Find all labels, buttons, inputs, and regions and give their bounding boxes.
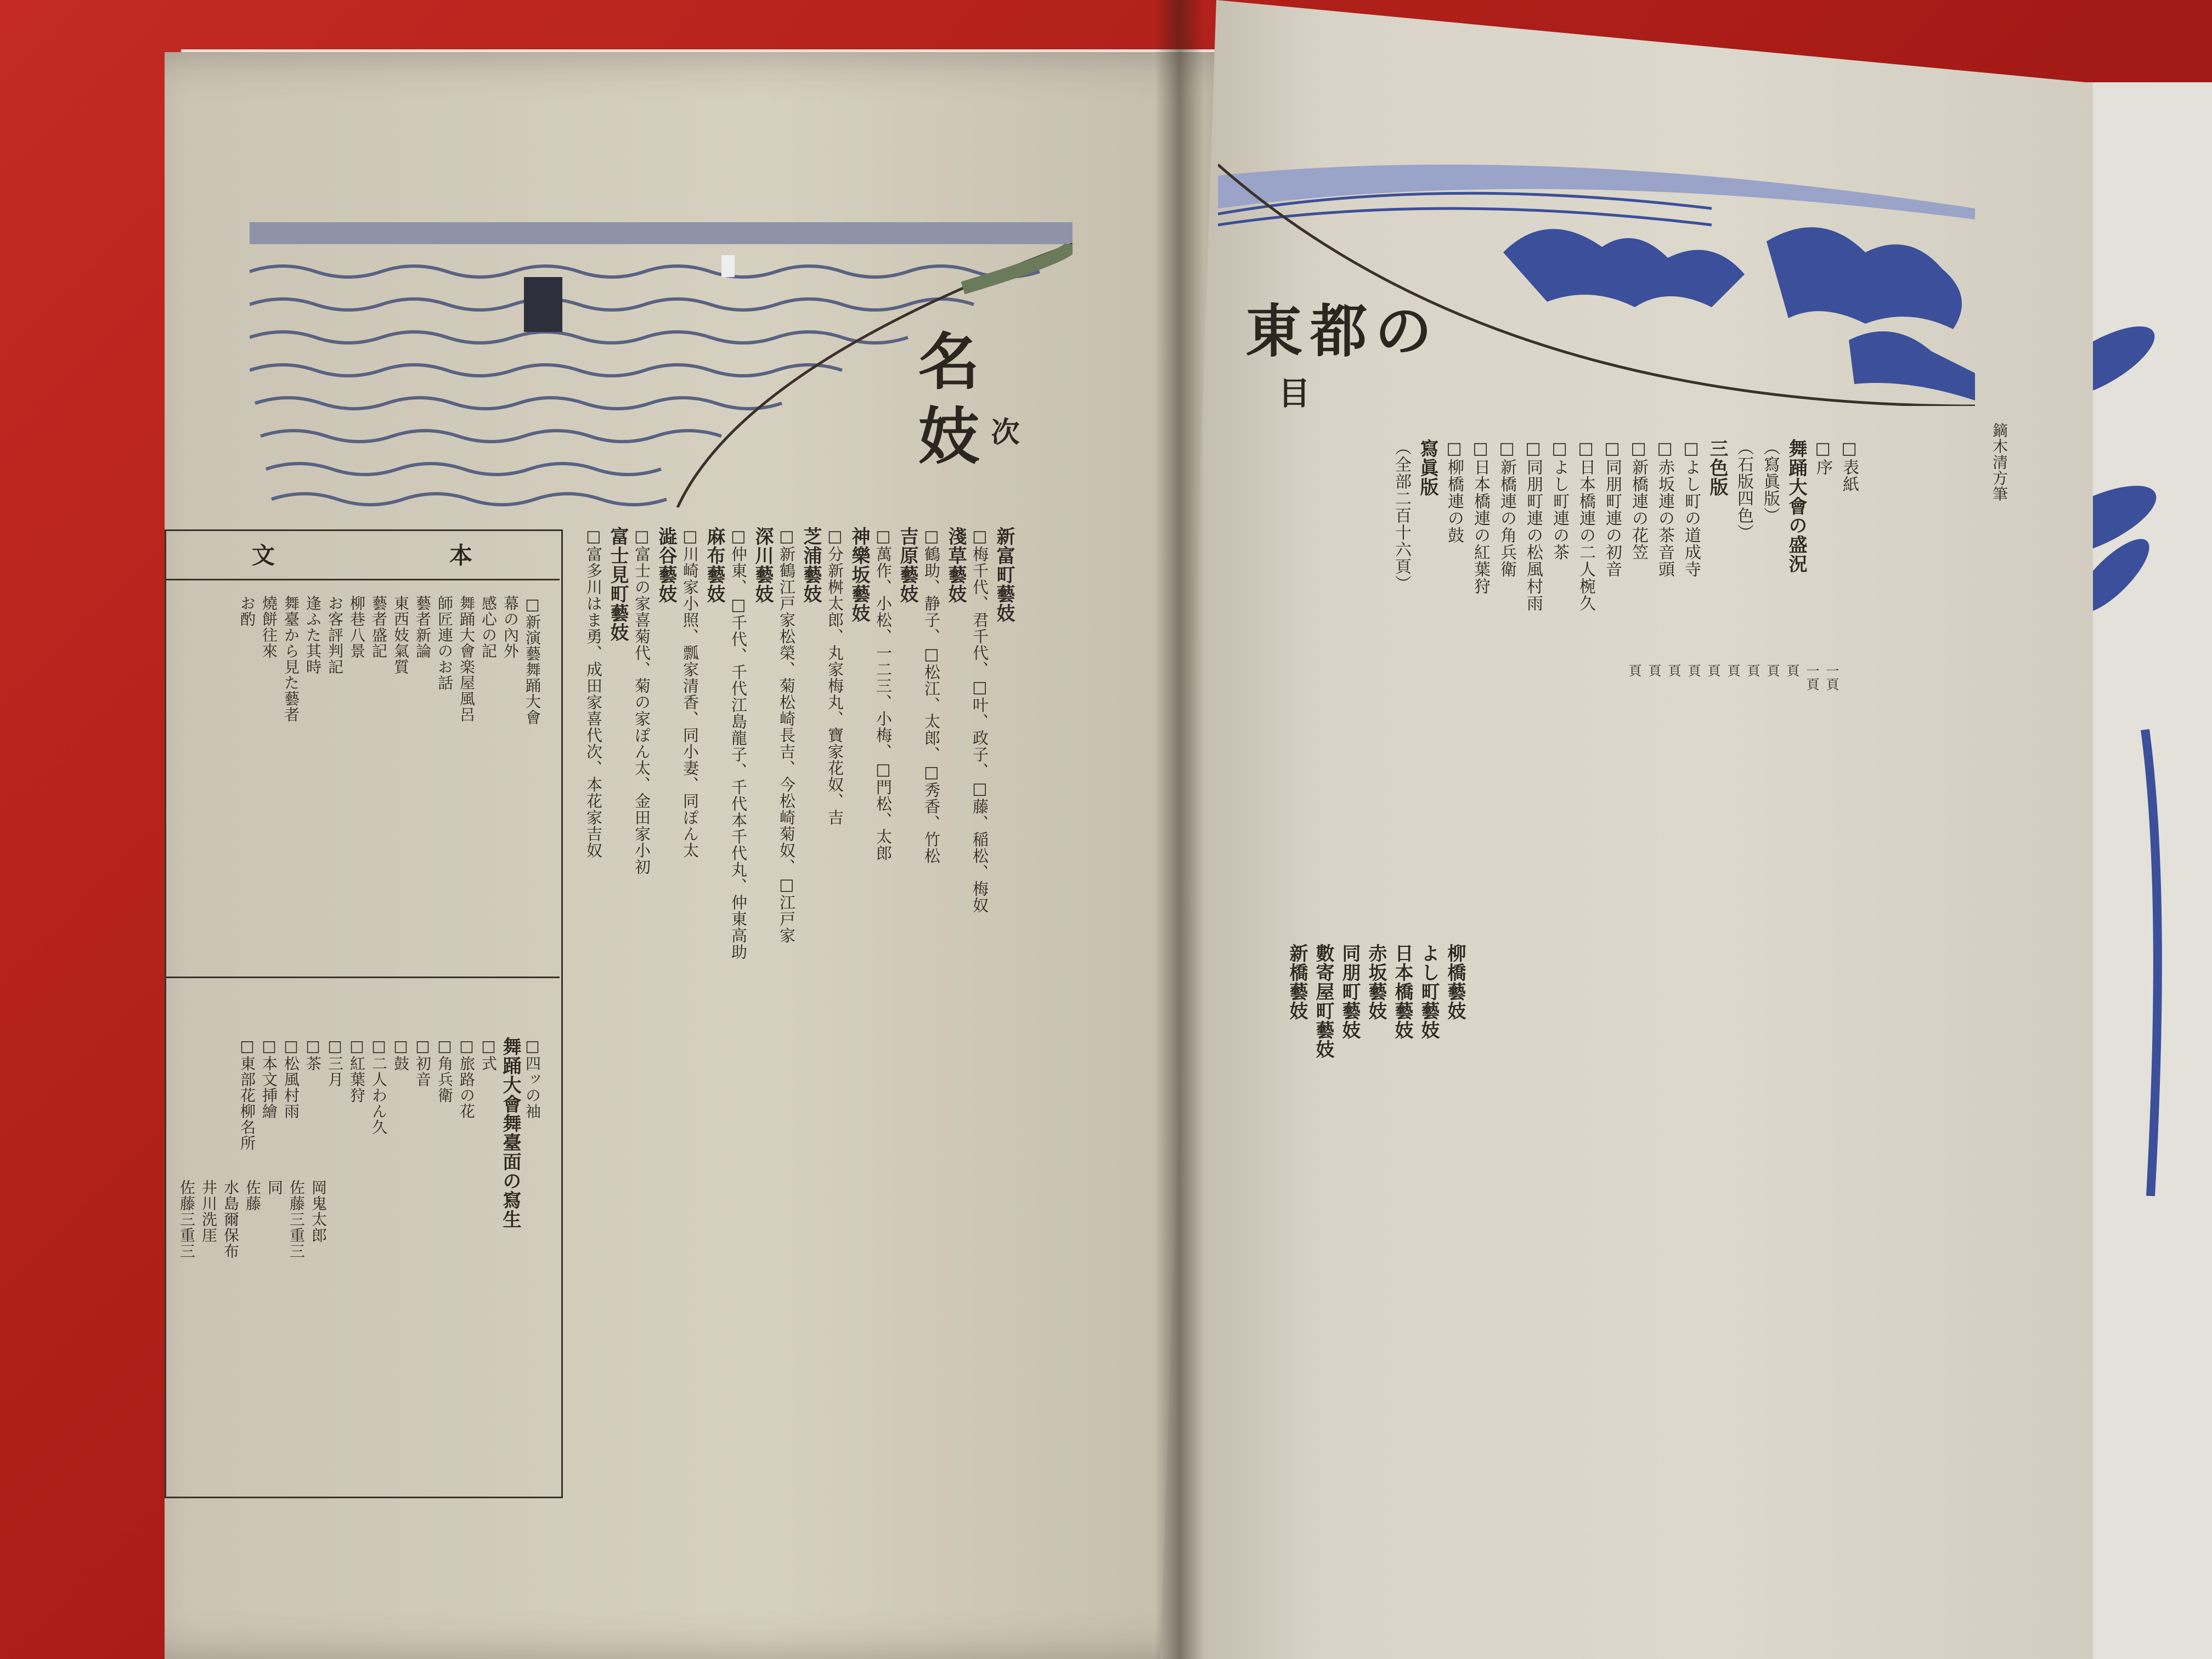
toc-entry: 柳巷八景 [348,595,366,659]
page-mark: 頁 [1764,664,1780,678]
toc-bottom-entry: □初音 [414,1037,432,1087]
section-text: □富士の家喜菊代、菊の家ぽん太、金田家小初 [633,527,651,875]
toc-bottom-entry: □三月 [326,1037,344,1087]
page-mark: 頁 [1784,664,1799,678]
toc-entry: 幕の內外 [501,595,520,659]
left-page-subtitle: 次 [986,417,1019,445]
section-heading: 赤坂藝妓 [1365,944,1387,1020]
section-heading: 深川藝妓 [752,527,774,603]
toc-entry: 舞踊大會楽屋風呂 [458,595,476,723]
toc-author: 水島爾保布 [222,1180,240,1259]
toc-bottom-entry: □本文挿繪 [260,1037,278,1119]
toc-entry: 東西妓氣質 [392,595,410,675]
page-mark: 頁 [1725,664,1740,678]
contents-entry: 舞踊大會の盛況 [1785,439,1807,573]
toc-header [165,529,560,580]
page-mark: 頁 [1626,664,1641,678]
photo-section-note: （全部二百十六頁） [1392,439,1411,592]
page-number-column [1624,664,1841,861]
toc-divider [165,977,560,978]
toc-bottom-entry: □松風村雨 [282,1037,300,1119]
section-heading: 芝浦藝妓 [800,527,822,603]
contents-entry: 三色版 [1706,439,1728,496]
toc-author: 佐藤三重三 [287,1180,306,1259]
contents-entry: □日本橋連の紅葉狩 [1471,439,1490,595]
toc-author: 佐藤三重三 [178,1180,196,1259]
contents-entry: □序 [1813,439,1832,476]
contents-entry: □同朋町連の初音 [1602,439,1622,578]
photo-section-heading: 寫眞版 [1417,439,1438,496]
right-page-moku: 目 [1278,375,1311,412]
toc-entry: 逢ふた其時 [304,595,322,675]
toc-entry: □新演藝舞踊大會 [523,595,541,725]
book-gutter [1155,0,1204,1659]
toc-bottom-entry: □式 [479,1037,498,1071]
contents-entry: （寫眞版） [1760,439,1780,524]
page-mark: 頁 [1666,664,1681,678]
section-heading: 新富町藝妓 [993,527,1015,623]
section-text: □鶴助、静子、□松江、太郎、□秀香、竹松 [922,527,941,864]
contents-entry: □新橋連の花笠 [1629,439,1648,561]
contents-entry: □よし町の道成寺 [1681,439,1701,578]
toc-author: 佐藤 [244,1180,262,1211]
toc-author: 井川洗厓 [200,1180,218,1243]
toc-author: 同 [266,1180,284,1195]
section-heading: 日本橋藝妓 [1391,944,1413,1040]
toc-bottom-entry: □旅路の花 [458,1037,476,1119]
left-page-title: 名妓 [908,329,980,478]
section-text: □梅千代、君千代、□叶、政子、□藤、稲松、梅奴 [970,527,989,913]
toc-bottom-entry: □茶 [304,1037,322,1071]
right-page-title: 東都の [1245,297,1440,365]
section-heading: 淺草藝妓 [945,527,967,603]
section-text: □分新桝太郎、丸家梅丸、寶家花奴、吉 [826,527,844,826]
contents-entry: □柳橋連の鼓 [1444,439,1464,544]
page-mark: 一頁 [1824,664,1839,691]
toc-bottom-entry: 舞踊大會舞臺面の寫生 [499,1037,521,1229]
contents-entry: □表紙 [1839,439,1859,493]
toc-entry: 燒餅往來 [260,595,278,659]
section-heading: 富士見町藝妓 [607,527,629,642]
page-mark: 頁 [1705,664,1720,678]
section-text: □新鶴江戸家松榮、菊松崎長吉、今松崎菊奴、□江戸家 [777,527,796,944]
toc-author: 岡鬼太郎 [309,1180,328,1243]
toc-entry: 舞臺から見た藝者 [282,595,300,723]
toc-entry: お酌 [238,595,256,627]
section-text: □富多川はま勇、成田家喜代次、本花家吉奴 [584,527,603,859]
toc-authors [176,1180,329,1487]
contents-entry: （石版四色） [1734,439,1753,541]
section-heading: 數寄屋町藝妓 [1312,944,1334,1059]
toc-bottom-entry: □二人わん久 [370,1037,388,1135]
toc-bottom-entry: □角兵衛 [436,1037,454,1103]
contents-entry: □日本橋連の二人椀久 [1576,439,1595,612]
section-text: □川崎家小照、瓢家清香、同小妻、同ぽん太 [681,527,699,859]
section-heading: 神樂坂藝妓 [848,527,870,623]
toc-bottom-entry: □東部花柳名所 [238,1037,256,1151]
section-heading: よし町藝妓 [1418,944,1440,1040]
section-heading: 新橋藝妓 [1286,944,1308,1020]
toc-bottom-entry: □紅葉狩 [348,1037,366,1103]
right-page-listing [1284,944,1468,1437]
contents-entry: □赤坂連の茶音頭 [1655,439,1674,578]
section-heading: 麻布藝妓 [703,527,725,603]
toc-bottom-entry: □四ッの袖 [523,1037,541,1119]
contents-entry: □よし町連の茶 [1550,439,1569,561]
section-text: □萬作、小松、一二三、小梅、□門松、太郎 [874,527,893,861]
illustrator-credit: 鏑木清方筆 [1990,422,2008,502]
contents-entry: □同朋町連の松風村雨 [1523,439,1543,612]
toc-entries [236,595,543,968]
toc-entry: お客評判記 [326,595,344,675]
toc-entry: 師匠連のお話 [436,595,454,691]
toc-entry: 感心の記 [479,595,498,659]
toc-header-right: 本 [449,542,472,569]
section-heading: 同朋町藝妓 [1339,944,1361,1040]
page-mark: 頁 [1685,664,1701,678]
toc-header-left: 文 [251,542,275,569]
page-mark: 頁 [1646,664,1661,678]
section-heading: 澁谷藝妓 [655,527,677,603]
page-mark: 頁 [1745,664,1760,678]
left-page-listing [582,527,1016,1514]
section-text: □仲東、□千代、千代江島龍子、千代本千代丸、仲東高助 [729,527,748,960]
section-heading: 吉原藝妓 [896,527,918,603]
toc-bottom-entry: □鼓 [392,1037,410,1071]
toc-entry: 藝者盛記 [370,595,388,659]
toc-entry: 藝者新論 [414,595,432,659]
contents-entry: □新橋連の角兵衛 [1497,439,1516,578]
section-heading: 柳橋藝妓 [1444,944,1466,1020]
page-mark: 一頁 [1804,664,1819,691]
